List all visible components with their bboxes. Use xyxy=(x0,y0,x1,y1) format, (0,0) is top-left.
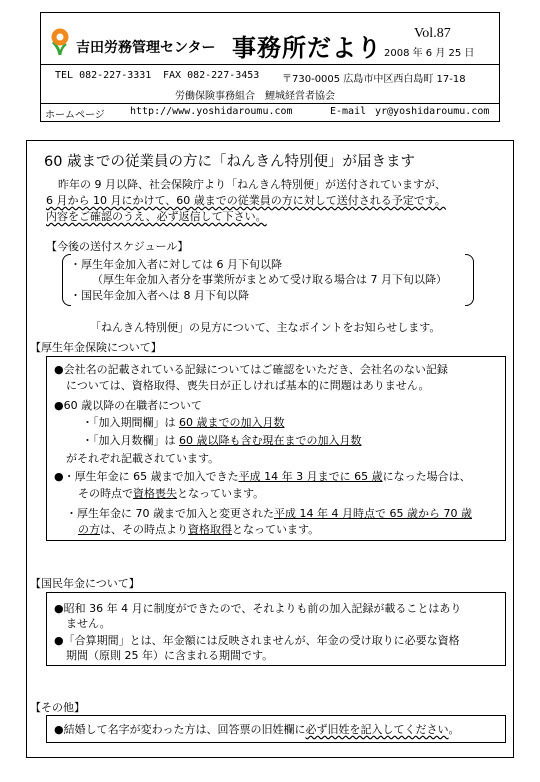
kosei-p2-item1-label: ・「加入期間欄」は xyxy=(82,416,176,429)
section-heading-kosei: 【厚生年金保険について】 xyxy=(30,341,162,354)
tel: TEL 082-227-3331 xyxy=(55,70,152,81)
other-p1 xyxy=(54,721,460,737)
org-name: 吉田労務管理センター xyxy=(76,40,216,56)
intro-line-3: 内容をご確認のうえ、必ず返信して下さい。 xyxy=(46,210,267,223)
kosei-p2-item2-value: 60 歳以降も含む現在までの加入月数 xyxy=(179,434,362,447)
kosei-p2-c: がそれぞれ記載されています。 xyxy=(66,452,220,465)
kokumin-p1-a: ●昭和 36 年 4 月に制度ができたので、それよりも前の加入記録が載ることはあり xyxy=(54,602,462,615)
points-intro: 「ねんきん特別便」の見方について、主なポイントをお知らせします。 xyxy=(90,321,441,334)
kosei-p3-a-2: 平成 14 年 3 月までに 65 歳 xyxy=(238,470,383,483)
kokumin-p1-b: ません。 xyxy=(66,617,111,630)
section-heading-other: 【その他】 xyxy=(30,701,85,714)
email-link[interactable]: yr@yoshidaroumu.com xyxy=(375,106,490,117)
header-divider xyxy=(40,64,500,65)
kosei-p2-item1 xyxy=(82,414,285,430)
homepage-label: ホームページ xyxy=(45,110,105,121)
kosei-p1-b: については、資格取得、喪失日が正しければ基本的に問題はありません。 xyxy=(66,379,430,392)
kosei-p3-b-2: 資格喪失 xyxy=(133,487,177,500)
kosei-p3-c xyxy=(66,505,472,521)
associations: 労働保険事務組合 鯉城経営者協会 xyxy=(175,91,335,102)
kokumin-p2-b: 期間（原則 25 年）に含まれる期間です。 xyxy=(66,649,274,662)
homepage-link[interactable]: http://www.yoshidaroumu.com xyxy=(130,106,293,117)
email-label: E-mail xyxy=(330,106,367,117)
kosei-p3-c-2: 平成 14 年 4 月時点で 65 歳から 70 歳 xyxy=(274,507,472,520)
kosei-p3-a xyxy=(54,468,471,484)
schedule-item-3: ・国民年金加入者へは 8 月下旬以降 xyxy=(70,289,249,302)
header-divider-2 xyxy=(40,103,500,104)
schedule-heading: 【今後の送付スケジュール】 xyxy=(46,240,189,253)
kosei-p2-item2-label: ・「加入月数欄」は xyxy=(82,434,176,447)
kosei-p3-c-1: ・厚生年金に 70 歳まで加入と変更された xyxy=(66,507,274,520)
intro-line-2: 6 月から 10 月にかけて、60 歳までの従業員の方に対して送付される予定です。 xyxy=(46,194,446,207)
other-p1-b: 必ず旧姓を記入してください xyxy=(305,723,449,736)
other-p1-a: ●結婚して名字が変わった方は、回答票の旧姓欄に xyxy=(54,723,306,736)
address: 〒730-0005 広島市中区西白島町 17-18 xyxy=(282,74,466,85)
schedule-bracket-right xyxy=(465,254,474,306)
kosei-p2-item1-value: 60 歳までの加入月数 xyxy=(179,416,285,429)
other-p1-c: 。 xyxy=(448,723,460,736)
schedule-item-2: （厚生年金加入者分を事業所がまとめて受け取る場合は 7 月下旬以降） xyxy=(92,273,447,286)
logo-icon xyxy=(47,26,73,56)
kosei-p3-d-1: の方 xyxy=(78,523,100,536)
schedule-item-1: ・厚生年金加入者に対しては 6 月下旬以降 xyxy=(70,258,282,271)
volume-number: Vol.87 xyxy=(414,26,451,41)
kosei-p3-b-1: その時点で xyxy=(78,487,133,500)
kosei-p3-a-3: になった場合は、 xyxy=(382,470,471,483)
kosei-p3-d-3: 資格取得 xyxy=(188,523,232,536)
newsletter-title: 事務所だより xyxy=(232,34,382,62)
section-heading-kokumin: 【国民年金について】 xyxy=(30,577,140,590)
kosei-p2-item2 xyxy=(82,432,362,448)
fax: FAX 082-227-3453 xyxy=(163,70,260,81)
kosei-p3-b-3: となっています。 xyxy=(177,487,265,500)
kosei-p3-d-4: となっています。 xyxy=(232,523,320,536)
kosei-p3-a-1: ●・厚生年金に 65 歳まで加入できた xyxy=(54,470,239,483)
kosei-p2: ●60 歳以降の在職者について xyxy=(54,399,202,412)
issue-date: 2008 年 6 月 25 日 xyxy=(384,48,475,59)
kosei-p3-b xyxy=(78,485,264,501)
kokumin-p2-a: ●「合算期間」とは、年金額には反映されませんが、年金の受け取りに必要な資格 xyxy=(54,634,460,647)
kosei-p3-d xyxy=(78,521,319,537)
kosei-p3-d-2: は、その時点より xyxy=(100,523,188,536)
kosei-p1-a: ●会社名の記載されている記録についてはご確認をいただき、会社名のない記録 xyxy=(54,363,448,376)
article-title: 60 歳までの従業員の方に「ねんきん特別便」が届きます xyxy=(44,154,416,170)
intro-line-1: 昨年の 9 月以降、社会保険庁より「ねんきん特別便」が送付されていますが、 xyxy=(58,178,446,191)
